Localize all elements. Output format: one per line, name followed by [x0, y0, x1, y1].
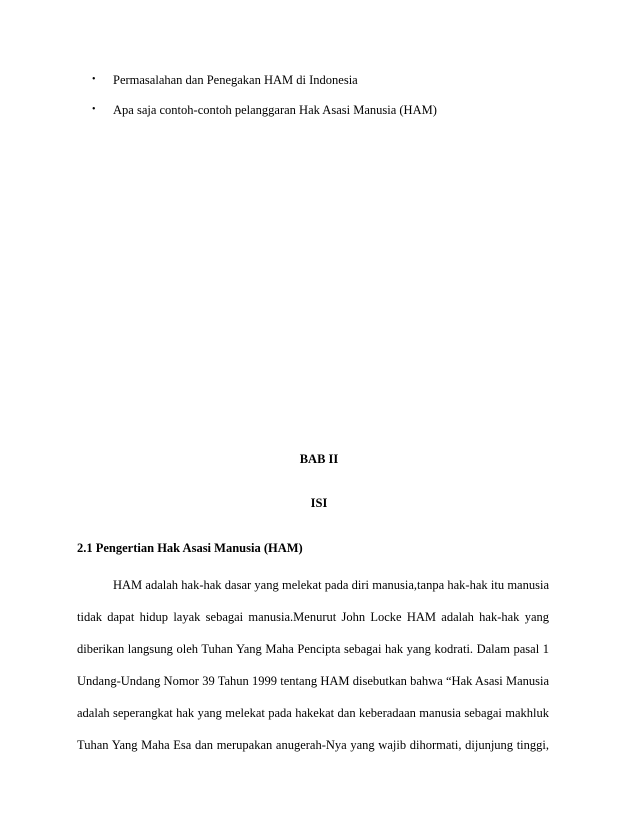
chapter-title-text: ISI [310, 496, 328, 510]
bullet-icon: • [92, 74, 96, 85]
paragraph-line: diberikan langsung oleh Tuhan Yang Maha Pencipta sebagai hak yang kodrati. Dalam pasal 1 [77, 642, 549, 656]
bullet-icon: • [92, 104, 96, 115]
section-heading: 2.1 Pengertian Hak Asasi Manusia (HAM) [77, 541, 303, 555]
list-item [92, 100, 437, 130]
list-item-text: Permasalahan dan Penegakan HAM di Indonesia [113, 73, 358, 87]
list-item [92, 70, 437, 100]
body-paragraph [77, 575, 549, 767]
paragraph-line: tidak dapat hidup layak sebagai manusia.Menurut John Locke HAM adalah hak-hak yang [77, 610, 549, 624]
paragraph-line: adalah seperangkat hak yang melekat pada hakekat dan keberadaan manusia sebagai makhluk [77, 706, 549, 720]
chapter-label [0, 449, 638, 469]
chapter-label-text: BAB II [299, 452, 339, 466]
paragraph-line: HAM adalah hak-hak dasar yang melekat pada diri manusia,tanpa hak-hak itu manusia [113, 578, 549, 592]
bullet-list [92, 70, 437, 130]
paragraph-line: Undang-Undang Nomor 39 Tahun 1999 tentang HAM disebutkan bahwa “Hak Asasi Manusia [77, 674, 549, 688]
chapter-title [0, 493, 638, 513]
list-item-text: Apa saja contoh-contoh pelanggaran Hak Asasi Manusia (HAM) [113, 103, 437, 117]
paragraph-line: Tuhan Yang Maha Esa dan merupakan anugerah-Nya yang wajib dihormati, dijunjung tinggi, [77, 738, 549, 752]
